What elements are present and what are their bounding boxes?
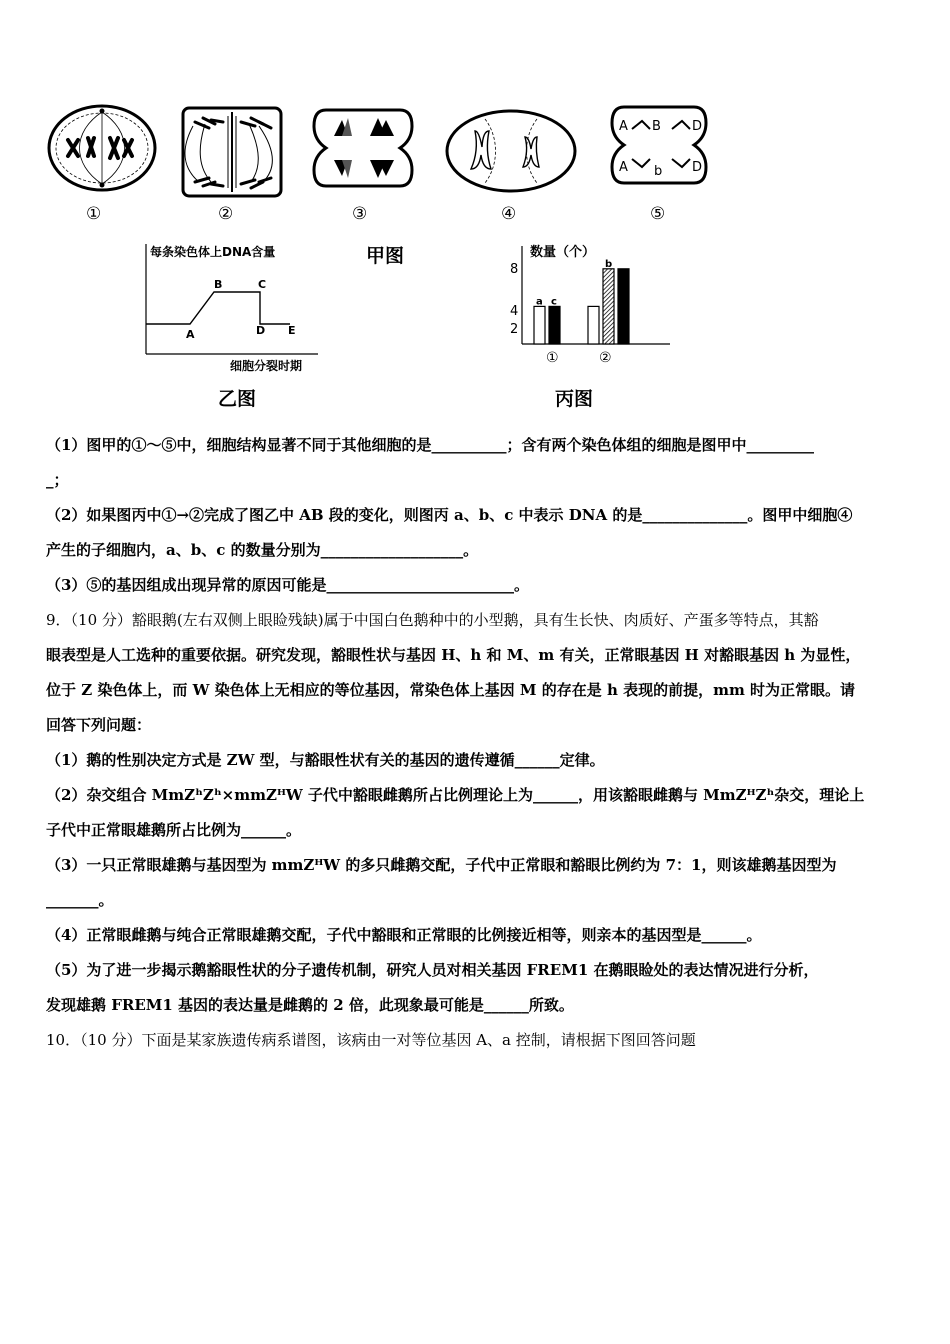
bar-a-group-2 bbox=[588, 306, 599, 344]
cell-diagram-5 bbox=[610, 103, 708, 187]
yi-point-e: E bbox=[288, 324, 296, 337]
q8-part1-line2: _； bbox=[46, 471, 69, 489]
q9-part3-line1: （3）一只正常眼雄鹅与基因型为 mmZᴴW 的多只雌鹅交配，子代中正常眼和豁眼比例约为 7：1，则该雄鹅基因型为 bbox=[46, 856, 837, 874]
figure-yi-title: 乙图 bbox=[218, 388, 257, 410]
gene-label: A bbox=[619, 119, 628, 134]
cell-diagram-1 bbox=[44, 102, 160, 194]
gene-label: D bbox=[692, 119, 703, 134]
yi-point-c: C bbox=[258, 278, 267, 291]
figure-jia-title: 甲图 bbox=[366, 245, 405, 267]
q9-stem-line3: 位于 Z 染色体上，而 W 染色体上无相应的等位基因，常染色体上基因 M 的存在是 h 表现的前提，mm 时为正常眼。请 bbox=[46, 681, 856, 699]
bing-ylabel: 数量（个） bbox=[530, 245, 596, 260]
q8-part2-line1: （2）如果图丙中①→②完成了图乙中 AB 段的变化，则图丙 a、b、c 中表示 DNA 的是______________。图甲中细胞④ bbox=[46, 506, 853, 524]
cell-label-3: ③ bbox=[352, 204, 368, 224]
cell-diagram-4 bbox=[443, 107, 579, 195]
q9-part1: （1）鹅的性别决定方式是 ZW 型，与豁眼性状有关的基因的遗传遵循______定律。 bbox=[46, 751, 605, 769]
figure-bing-chart bbox=[498, 238, 678, 368]
cell-label-1: ① bbox=[86, 204, 102, 224]
q9-part3-line2: _______。 bbox=[46, 891, 114, 909]
q9-part2-line1: （2）杂交组合 MmZʰZʰ×mmZᴴW 子代中豁眼雌鹅所占比例理论上为______，用该豁眼雌鹅与 MmZᴴZʰ杂交，理论上 bbox=[46, 786, 865, 804]
bar-c-group-2 bbox=[618, 269, 629, 344]
bar-label-c: c bbox=[551, 296, 557, 308]
bing-ytick-8: 8 bbox=[510, 262, 519, 277]
bar-a-group-1 bbox=[534, 306, 545, 344]
bing-ytick-4: 4 bbox=[510, 304, 519, 319]
q8-part1-line1: （1）图甲的①～⑤中，细胞结构显著不同于其他细胞的是__________；含有两个染色体组的细胞是图甲中_________ bbox=[46, 436, 814, 454]
bing-ytick-2: 2 bbox=[510, 322, 519, 337]
cell-diagram-3 bbox=[312, 106, 414, 190]
gene-label: b bbox=[654, 164, 663, 179]
question-text bbox=[46, 428, 908, 1058]
q8-part2-line2: 产生的子细胞内，a、b、c 的数量分别为___________________。 bbox=[46, 541, 479, 559]
gene-label: D bbox=[692, 160, 703, 175]
yi-point-b: B bbox=[214, 278, 223, 291]
q9-part2-line2: 子代中正常眼雄鹅所占比例为______。 bbox=[46, 821, 302, 839]
yi-point-a: A bbox=[186, 328, 195, 341]
cell-label-4: ④ bbox=[501, 204, 517, 224]
gene-label: A bbox=[619, 160, 628, 175]
cell-label-2: ② bbox=[218, 204, 234, 224]
q10-stem: 10．（10 分）下面是某家族遗传病系谱图，该病由一对等位基因 A、a 控制，请根据下图回答问题 bbox=[46, 1031, 696, 1049]
bar-c-group-1 bbox=[549, 306, 560, 344]
yi-ylabel: 每条染色体上DNA含量 bbox=[150, 245, 276, 259]
q9-stem-line1: 9．（10 分）豁眼鹅(左右双侧上眼睑残缺)属于中国白色鹅种中的小型鹅，具有生长快、肉质好、产蛋多等特点，其豁 bbox=[46, 611, 819, 629]
figure-yi-graph bbox=[138, 238, 348, 376]
figure-bing-title: 丙图 bbox=[555, 388, 594, 410]
bar-label-a: a bbox=[536, 296, 543, 308]
figure-area bbox=[0, 0, 950, 420]
cell-diagram-2 bbox=[181, 106, 283, 198]
gene-label: B bbox=[652, 119, 661, 134]
q9-part5-line1: （5）为了进一步揭示鹅豁眼性状的分子遗传机制，研究人员对相关基因 FREM1 在鹅眼睑处的表达情况进行分析， bbox=[46, 961, 819, 979]
bar-b-group-2 bbox=[603, 269, 614, 344]
bar-label-b: b bbox=[605, 258, 613, 270]
q8-part3: （3）⑤的基因组成出现异常的原因可能是_________________________。 bbox=[46, 576, 529, 594]
q9-part4: （4）正常眼雌鹅与纯合正常眼雄鹅交配，子代中豁眼和正常眼的比例接近相等，则亲本的基因型是______。 bbox=[46, 926, 762, 944]
yi-xlabel: 细胞分裂时期 bbox=[230, 359, 303, 373]
q9-stem-line4: 回答下列问题： bbox=[46, 716, 152, 734]
bing-group-1: ① bbox=[546, 350, 559, 366]
yi-point-d: D bbox=[256, 324, 266, 337]
q9-part5-line2: 发现雄鹅 FREM1 基因的表达量是雌鹅的 2 倍，此现象最可能是______所致。 bbox=[46, 996, 574, 1014]
q9-stem-line2: 眼表型是人工选种的重要依据。研究发现，豁眼性状与基因 H、h 和 M、m 有关，正常眼基因 H 对豁眼基因 h 为显性， bbox=[46, 646, 861, 664]
cell-label-5: ⑤ bbox=[650, 204, 666, 224]
bing-group-2: ② bbox=[599, 350, 612, 366]
